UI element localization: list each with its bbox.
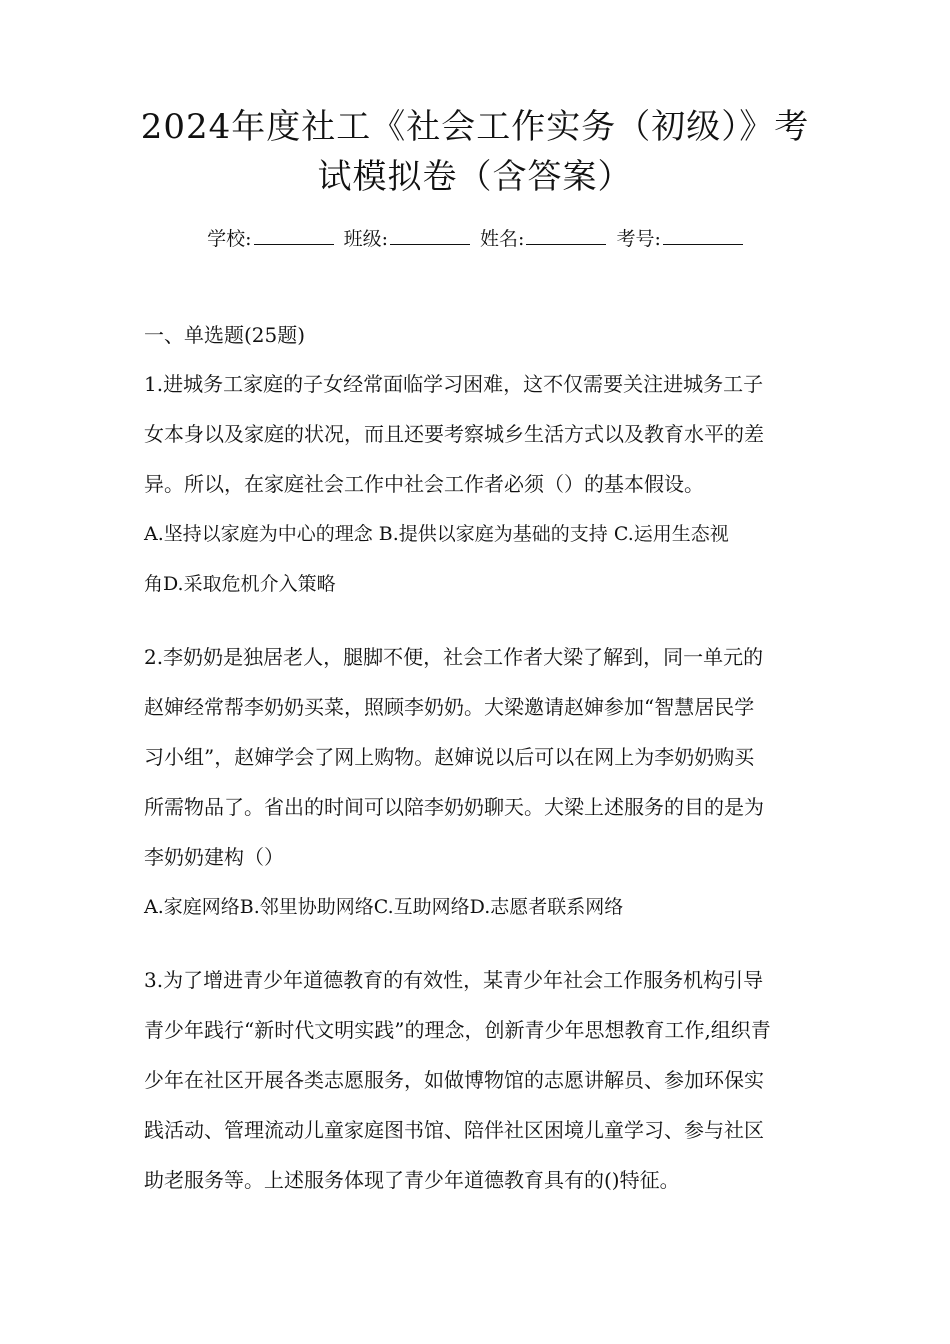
school-field (207, 224, 333, 253)
question-1-options-line-2: 角D.采取危机介入策略 (144, 573, 336, 595)
school-blank (254, 224, 334, 245)
question-3-line-4: 践活动、管理流动儿童家庭图书馆、陪伴社区困境儿童学习、参与社区 (144, 1118, 764, 1142)
document-title-line-2: 试模拟卷（含答案） (317, 157, 633, 197)
question-2-line-5: 李奶奶建构（） (144, 845, 284, 869)
question-3-line-2: 青少年践行“新时代文明实践”的理念，创新青少年思想教育工作,组织青 (144, 1018, 771, 1042)
question-3-line-3: 少年在社区开展各类志愿服务，如做博物馆的志愿讲解员、参加环保实 (144, 1068, 764, 1092)
class-label: 班级: (343, 228, 388, 250)
section-heading: 一、单选题(25题) (144, 323, 306, 347)
document-title-line-1: 2024年度社工《社会工作实务（初级）》考 (140, 107, 810, 147)
question-2-options-line-1: A.家庭网络B.邻里协助网络C.互助网络D.志愿者联系网络 (144, 896, 624, 918)
name-label: 姓名: (480, 228, 525, 250)
question-2-line-4: 所需物品了。省出的时间可以陪李奶奶聊天。大梁上述服务的目的是为 (144, 795, 764, 819)
name-blank (526, 224, 606, 245)
question-2-line-3: 习小组”，赵婶学会了网上购物。赵婶说以后可以在网上为李奶奶购买 (144, 745, 755, 769)
exam-no-label: 考号: (616, 228, 661, 250)
question-1-line-1: 1.进城务工家庭的子女经常面临学习困难，这不仅需要关注进城务工子 (144, 372, 764, 396)
class-field (344, 224, 470, 253)
question-1-options-line-1: A.坚持以家庭为中心的理念 B.提供以家庭为基础的支持 C.运用生态视 (144, 523, 729, 545)
school-label: 学校: (207, 228, 252, 250)
name-field (480, 224, 606, 253)
question-2-line-1: 2.李奶奶是独居老人，腿脚不便，社会工作者大梁了解到，同一单元的 (144, 645, 764, 669)
question-1-line-3: 异。所以，在家庭社会工作中社会工作者必须（）的基本假设。 (144, 472, 704, 496)
question-1-line-2: 女本身以及家庭的状况，而且还要考察城乡生活方式以及教育水平的差 (144, 422, 764, 446)
exam-no-field (616, 224, 742, 253)
exam-no-blank (663, 224, 743, 245)
question-3-line-1: 3.为了增进青少年道德教育的有效性，某青少年社会工作服务机构引导 (144, 968, 764, 992)
class-blank (390, 224, 470, 245)
question-3-line-5: 助老服务等。上述服务体现了青少年道德教育具有的()特征。 (144, 1168, 680, 1192)
student-info-row (0, 224, 950, 253)
question-2-line-2: 赵婶经常帮李奶奶买菜，照顾李奶奶。大梁邀请赵婶参加“智慧居民学 (144, 695, 755, 719)
